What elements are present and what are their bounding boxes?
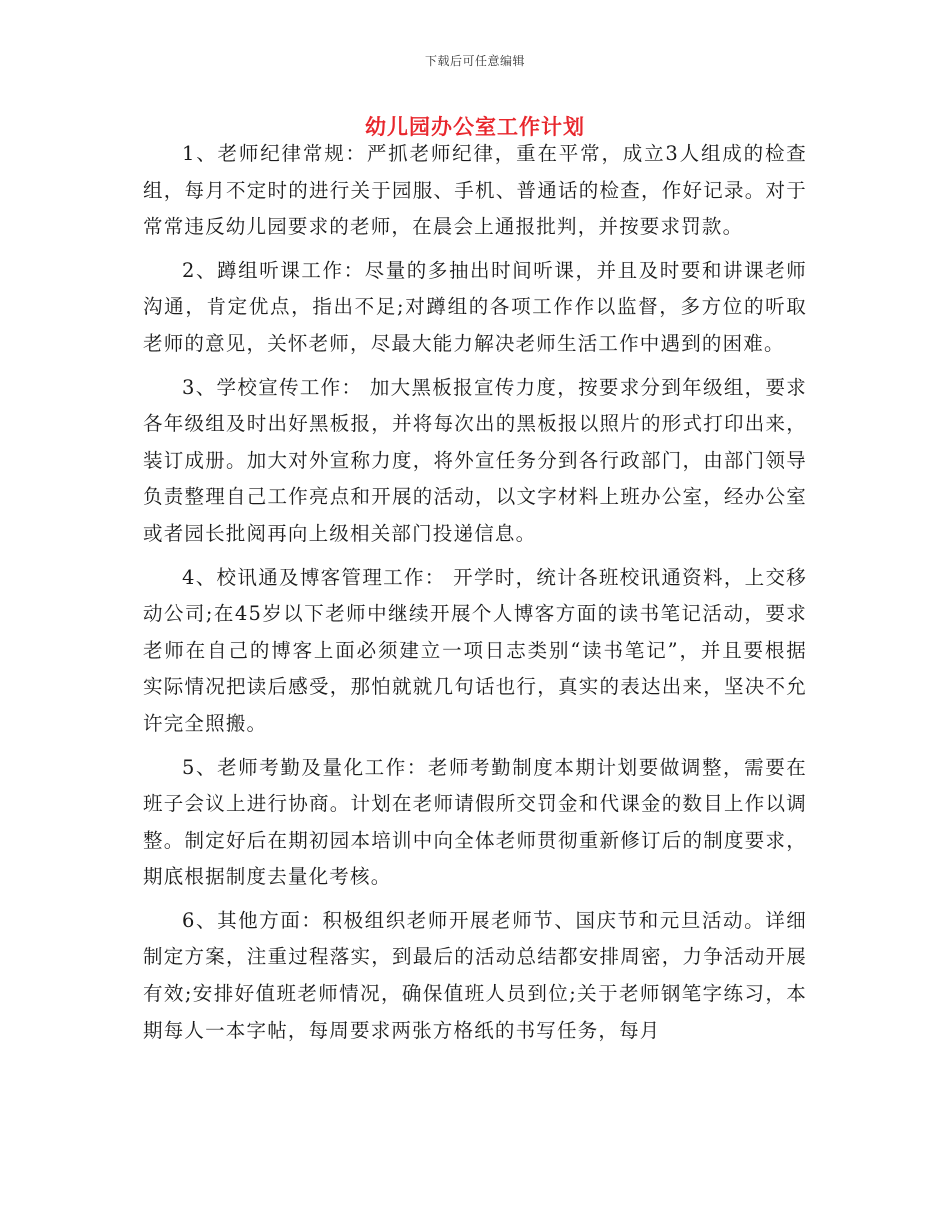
paragraph-messaging-blog: 4、校讯通及博客管理工作： 开学时，统计各班校讯通资料，上交移动公司;在45岁以下老师中继续开展个人博客方面的读书笔记活动，要求老师在自己的博客上面必须建立一项日志类别“读书笔记”，并且要根据实际情况把读后感受，那怕就就几句话也行，真实的表达出来，坚决不允许完全照搬。	[143, 565, 807, 735]
page-header-note: 下载后可任意编辑	[424, 54, 525, 68]
paragraph-other-matters: 6、其他方面：积极组织老师开展老师节、国庆节和元旦活动。详细制定方案，注重过程落实，到最后的活动总结都安排周密，力争活动开展有效;安排好值班老师情况，确保值班人员到位;关于老师钢笔字练习，本期每人一本字帖，每周要求两张方格纸的书写任务，每月	[143, 908, 807, 1042]
document-title: 幼儿园办公室工作计划	[365, 114, 585, 139]
paragraph-attendance-evaluation: 5、老师考勤及量化工作：老师考勤制度本期计划要做调整，需要在班子会议上进行协商。计划在老师请假所交罚金和代课金的数目上作以调整。制定好后在期初园本培训中向全体老师贯彻重新修订后的制度要求，期底根据制度去量化考核。	[143, 755, 807, 889]
paragraph-teacher-discipline: 1、老师纪律常规：严抓老师纪律，重在平常，成立3人组成的检查组，每月不定时的进行关于园服、手机、普通话的检查，作好记录。对于常常违反幼儿园要求的老师，在晨会上通报批判，并按要求罚款。	[143, 142, 807, 239]
paragraph-school-publicity: 3、学校宣传工作： 加大黑板报宣传力度，按要求分到年级组，要求各年级组及时出好黑板报，并将每次出的黑板报以照片的形式打印出来，装订成册。加大对外宣称力度，将外宣任务分到各行政部门，由部门领导负责整理自己工作亮点和开展的活动，以文字材料上班办公室，经办公室或者园长批阅再向上级相关部门投递信息。	[143, 375, 807, 545]
document-body	[143, 136, 807, 1056]
paragraph-class-observation: 2、蹲组听课工作：尽量的多抽出时间听课，并且及时要和讲课老师沟通，肯定优点，指出不足;对蹲组的各项工作作以监督，多方位的听取老师的意见，关怀老师，尽最大能力解决老师生活工作中遇到的困难。	[143, 258, 807, 355]
